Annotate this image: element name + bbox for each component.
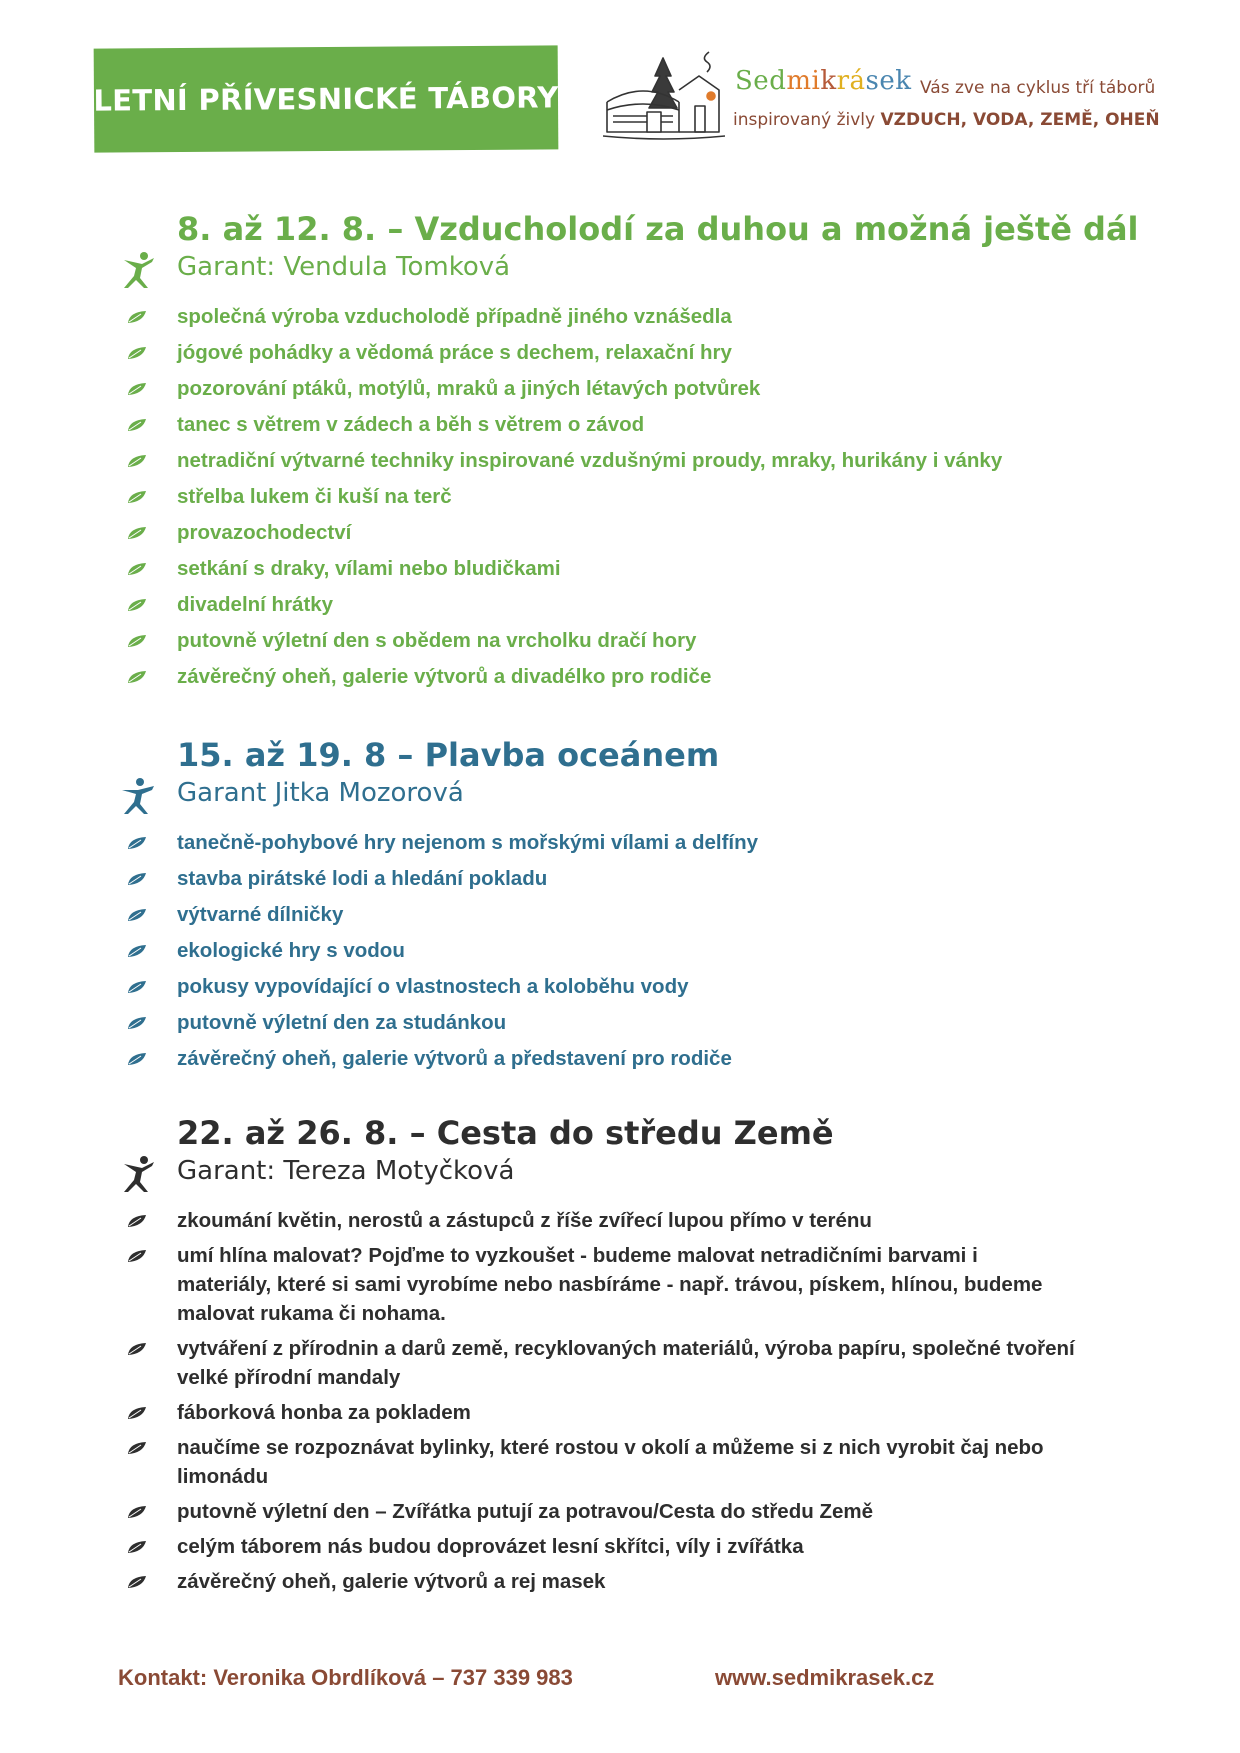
item-text: jógové pohádky a vědomá práce s dechem, relaxační hry — [177, 341, 732, 364]
list-item — [0, 518, 1077, 547]
item-text: divadelní hrátky — [177, 593, 334, 616]
item-text: putovně výletní den s obědem na vrcholku dračí hory — [177, 629, 697, 652]
list-item — [0, 446, 1077, 475]
list-item — [0, 302, 1077, 331]
list-item — [0, 482, 1077, 511]
item-text: závěrečný oheň, galerie výtvorů a představení pro rodiče — [177, 1047, 732, 1070]
brand-part: Sed — [735, 66, 787, 96]
tagline-prefix: inspirovaný živly — [733, 110, 881, 130]
item-text: společná výroba vzducholodě případně jiného vznášedla — [177, 305, 732, 328]
item-text: závěrečný oheň, galerie výtvorů a rej masek — [177, 1570, 606, 1593]
footer-contact: Kontakt: Veronika Obrdlíková – 737 339 983 — [118, 1665, 573, 1690]
list-item — [0, 626, 1077, 655]
item-text: provazochodectví — [177, 521, 352, 544]
item-text: fáborková honba za pokladem — [177, 1401, 471, 1424]
leaf-bullet-icon — [127, 1249, 147, 1263]
list-item — [0, 936, 1077, 965]
item-text: zkoumání květin, nerostů a zástupců z říše zvířecí lupou přímo v terénu — [177, 1209, 872, 1232]
item-text: závěrečný oheň, galerie výtvorů a divadélko pro rodiče — [177, 665, 712, 688]
item-text: ekologické hry s vodou — [177, 939, 405, 962]
item-text: pozorování ptáků, motýlů, mraků a jiných létavých potvůrek — [177, 377, 761, 400]
leaf-bullet-icon — [127, 944, 147, 958]
section-title: 22. až 26. 8. – Cesta do středu Země — [177, 1114, 834, 1152]
brand-part: mi — [786, 66, 821, 96]
leaf-bullet-icon — [127, 1505, 147, 1519]
leaf-bullet-icon — [127, 454, 147, 468]
activity-list — [0, 1206, 1077, 1602]
item-text: netradiční výtvarné techniky inspirované vzdušnými proudy, mraky, hurikány i vánky — [177, 449, 1003, 472]
section-title: 8. až 12. 8. – Vzducholodí za duhou a možná ještě dál — [177, 210, 1139, 248]
dancer-figure-icon — [118, 250, 158, 290]
leaf-bullet-icon — [127, 670, 147, 684]
brand-part: k — [820, 66, 837, 96]
list-item — [0, 972, 1077, 1001]
leaf-bullet-icon — [127, 310, 147, 324]
item-text: tanečně-pohybové hry nejenom s mořskými vílami a delfíny — [177, 831, 759, 854]
list-item — [0, 1206, 1077, 1235]
item-text: vytváření z přírodnin a darů země, recyklovaných materiálů, výroba papíru, společné tvoření velké přírodní mandaly — [177, 1337, 1075, 1389]
brand-name — [735, 66, 912, 96]
section-garant: Garant: Vendula Tomková — [177, 252, 511, 282]
section-garant: Garant Jitka Mozorová — [177, 778, 464, 808]
yurt-logo-icon — [603, 50, 725, 142]
list-item — [0, 1008, 1077, 1037]
leaf-bullet-icon — [127, 1406, 147, 1420]
leaf-bullet-icon — [127, 1342, 147, 1356]
list-item — [0, 1241, 1077, 1328]
list-item — [0, 338, 1077, 367]
tagline-elements: VZDUCH, VODA, ZEMĚ, OHEŇ — [880, 110, 1160, 130]
item-text: naučíme se rozpoznávat bylinky, které rostou v okolí a můžeme si z nich vyrobit čaj nebo limonádu — [177, 1436, 1044, 1488]
list-item — [0, 662, 1077, 691]
leaf-bullet-icon — [127, 980, 147, 994]
list-item — [0, 900, 1077, 929]
leaf-bullet-icon — [127, 1016, 147, 1030]
list-item — [0, 554, 1077, 583]
item-text: setkání s draky, vílami nebo bludičkami — [177, 557, 561, 580]
activity-list — [0, 302, 1077, 698]
leaf-bullet-icon — [127, 1214, 147, 1228]
item-text: celým táborem nás budou doprovázet lesní skřítci, víly i zvířátka — [177, 1535, 804, 1558]
item-text: tanec s větrem v zádech a běh s větrem o závod — [177, 413, 645, 436]
list-item — [0, 1567, 1077, 1596]
leaf-bullet-icon — [127, 634, 147, 648]
section-title: 15. až 19. 8 – Plavba oceánem — [177, 736, 720, 774]
item-text: pokusy vypovídající o vlastnostech a koloběhu vody — [177, 975, 689, 998]
leaf-bullet-icon — [127, 1575, 147, 1589]
list-item — [0, 1398, 1077, 1427]
leaf-bullet-icon — [127, 598, 147, 612]
list-item — [0, 1532, 1077, 1561]
leaf-bullet-icon — [127, 526, 147, 540]
list-item — [0, 828, 1077, 857]
invite-text: Vás zve na cyklus tří táborů — [920, 78, 1156, 98]
list-item — [0, 1433, 1077, 1491]
list-item — [0, 1497, 1077, 1526]
leaf-bullet-icon — [127, 908, 147, 922]
title-banner — [95, 46, 558, 151]
brand-part: sek — [865, 66, 912, 96]
leaf-bullet-icon — [127, 1441, 147, 1455]
leaf-bullet-icon — [127, 872, 147, 886]
list-item — [0, 1334, 1077, 1392]
leaf-bullet-icon — [127, 836, 147, 850]
leaf-bullet-icon — [127, 490, 147, 504]
list-item — [0, 864, 1077, 893]
list-item — [0, 1044, 1077, 1073]
item-text: putovně výletní den za studánkou — [177, 1011, 507, 1034]
item-text: umí hlína malovat? Pojďme to vyzkoušet - budeme malovat netradičními barvami i materiály, které si sami vyrobíme nebo nasbíráme - např. trávou, pískem, hlínou, budeme malovat rukama či nohama. — [177, 1244, 1043, 1325]
item-text: střelba lukem či kuší na terč — [177, 485, 452, 508]
item-text: výtvarné dílničky — [177, 903, 344, 926]
leaf-bullet-icon — [127, 382, 147, 396]
list-item — [0, 590, 1077, 619]
banner-title: LETNÍ PŘÍVESNICKÉ TÁBORY — [93, 80, 559, 118]
footer-website-link[interactable]: www.sedmikrasek.cz — [715, 1665, 935, 1690]
dancer-figure-icon — [118, 1154, 158, 1194]
leaf-bullet-icon — [127, 418, 147, 432]
brand-part: rá — [836, 66, 866, 96]
dancer-figure-icon — [118, 776, 158, 816]
leaf-bullet-icon — [127, 346, 147, 360]
item-text: putovně výletní den – Zvířátka putují za potravou/Cesta do středu Země — [177, 1500, 873, 1523]
tagline — [733, 110, 1160, 130]
leaf-bullet-icon — [127, 1052, 147, 1066]
section-garant: Garant: Tereza Motyčková — [177, 1156, 515, 1186]
list-item — [0, 410, 1077, 439]
leaf-bullet-icon — [127, 1540, 147, 1554]
list-item — [0, 374, 1077, 403]
item-text: stavba pirátské lodi a hledání pokladu — [177, 867, 548, 890]
activity-list — [0, 828, 1077, 1080]
leaf-bullet-icon — [127, 562, 147, 576]
